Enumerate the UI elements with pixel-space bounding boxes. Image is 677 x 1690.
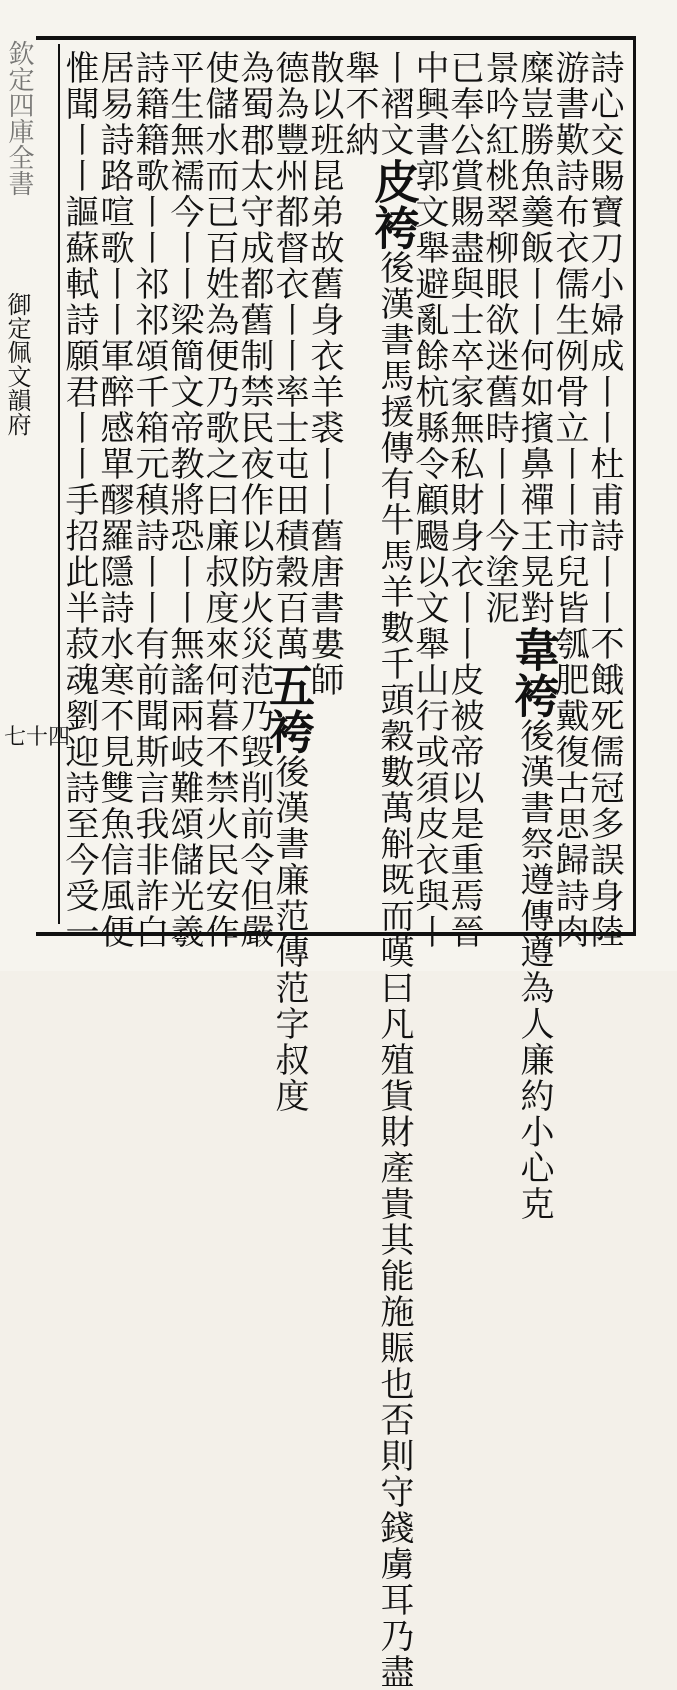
page-number: 七十四 bbox=[4, 725, 71, 750]
text-column-9: 散以班昆弟故舊身衣羊裘丨丨舊唐書婁師 bbox=[304, 50, 344, 698]
text-column-1: 詩心交賜寶刀小婦成丨丨杜甫詩丨丨不餓死儒冠多誤身陸 bbox=[584, 50, 624, 950]
text-column-6: 中興書郭文舉避亂餘杭縣令顧颺以文舉山行或須皮衣與丨 bbox=[409, 50, 449, 950]
heading-weiku: 韋袴 bbox=[507, 626, 561, 718]
text-column-16: 惟聞丨丨謳蘇軾詩願君丨丨手招此半菽魂劉迎詩至今受一 bbox=[59, 50, 99, 950]
text-column-7-body: 丨褶文 bbox=[374, 50, 414, 158]
text-column-12: 使儲水而已百姓為便乃歌之曰廉叔度來何暮不禁火民安作 bbox=[199, 50, 239, 950]
text-column-3-body: 糜豈勝魚羹飯丨丨何如擯鼻禪王晃對 bbox=[514, 50, 554, 626]
heading-piku: 皮袴 bbox=[367, 158, 421, 250]
text-column-11: 為蜀郡太守成都舊制禁民夜作以防火災范乃毀削前令但嚴 bbox=[234, 50, 274, 950]
text-column-4: 景吟紅桃翠柳眼欲迷舊時丨丨今塗泥 bbox=[479, 50, 519, 626]
text-body bbox=[58, 44, 624, 1690]
text-column-5: 已奉公賞賜盡與士卒家無私財身衣丨丨皮被帝以是重焉晉 bbox=[444, 50, 484, 950]
text-column-8: 舉不納 bbox=[339, 50, 379, 158]
section-title: 御定佩文韻府 bbox=[3, 292, 31, 436]
heading-weiku-note: 後漢書祭遵傳遵為人廉約小心克 bbox=[514, 718, 554, 1222]
text-column-10-body: 德為豐州都督衣丨丨率士屯田積穀百萬 bbox=[269, 50, 309, 662]
heading-wuku-note: 後漢書廉范傳范字叔度 bbox=[269, 754, 309, 1114]
text-column-13: 平生無襦今丨丨梁簡文帝教將恐丨丨無謠兩岐難頌儲光羲 bbox=[164, 50, 204, 950]
book-title: 欽定四庫全書 bbox=[4, 40, 34, 196]
heading-wuku: 五袴 bbox=[262, 662, 316, 754]
heading-piku-note: 後漢書馬援傳有牛馬羊數千頭穀數萬斛既而嘆曰凡殖貨財產貴其能施賑也否則守錢虜耳乃盡 bbox=[374, 250, 414, 1690]
text-column-2: 游書歎詩布衣儒生例骨立丨丨市兒皆瓠肥戴復古思歸詩肉 bbox=[549, 50, 589, 950]
text-column-14: 詩籍籍歌丨丨祁祁頌千箱元稹詩丨丨有前聞斯言我非詐白 bbox=[129, 50, 169, 950]
text-column-15: 居易詩路喧歌丨丨軍醉感單醪羅隱詩水寒不見雙魚信風便 bbox=[94, 50, 134, 950]
